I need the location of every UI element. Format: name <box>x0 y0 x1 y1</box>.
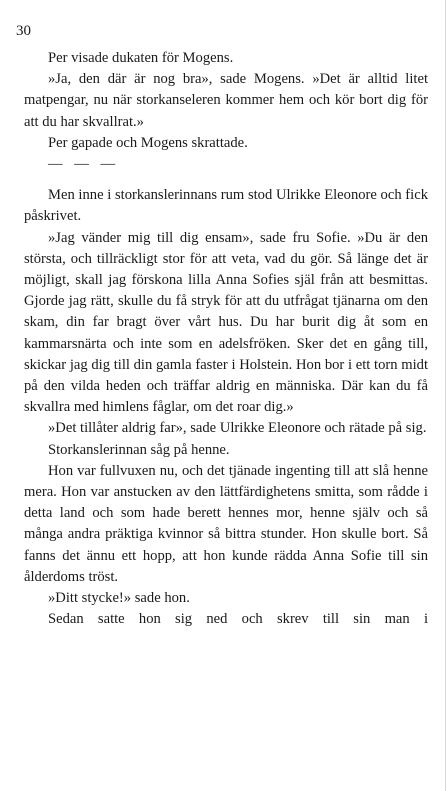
paragraph: Men inne i storkanslerinnans rum stod Ulrikke Eleonore och fick påskrivet. <box>24 187 428 225</box>
page-body <box>24 48 428 630</box>
section-gap <box>24 175 428 185</box>
page-edge <box>445 0 446 791</box>
paragraph: »Det tillåter aldrig far», sade Ulrikke Eleonore och rätade på sig. <box>48 420 427 437</box>
paragraph-continued: Sedan satte hon sig ned och skrev till sin man i <box>48 611 428 628</box>
paragraph: Hon var fullvuxen nu, och det tjänade ingenting till att slå henne mera. Hon var anstucken av den lättfärdighetens smitta, som rådde i detta land och som hade berett hennes mor, henne själv och så många andra präktiga kvinnor så bittra stunder. Hon skulle bort. Så fanns det ännu ett hopp, att hon kunde rädda Anna Sofie till sin ålderdoms tröst. <box>24 462 428 585</box>
paragraph: »Jag vänder mig till dig ensam», sade fru Sofie. »Du är den största, och tillräckligt stor för att veta, vad du gör. Så länge det är möjligt, skall jag förskona lilla Anna Sofies själ från att besmittas. Gjorde jag rätt, skulle du få stryk för att du utfrågat tjänarna om den skam, din far bragt över vårt hus. Du har burit dig åt som en kammarsnärta och inte som en adelsfröken. Sker det en gång till, skickar jag dig till din gamla faster i Holstein. Hon bor i ett torn midt på den vilda heden och träffar aldrig en människa. Där kan du få skvallra med himlens fåglar, om det roar dig.» <box>24 229 428 416</box>
page-number: 30 <box>16 23 31 39</box>
paragraph: Storkanslerinnan såg på henne. <box>48 441 230 458</box>
paragraph: Per visade dukaten för Mogens. <box>48 50 234 66</box>
paragraph: »Ja, den där är nog bra», sade Mogens. »Det är alltid litet matpengar, nu när storkanseleren kommer hem och kör bort dig för att du har skvallrat.» <box>24 71 428 130</box>
section-divider: — — — <box>48 156 120 173</box>
paragraph: »Ditt stycke!» sade hon. <box>48 590 190 607</box>
paragraph: Per gapade och Mogens skrattade. <box>48 134 248 151</box>
